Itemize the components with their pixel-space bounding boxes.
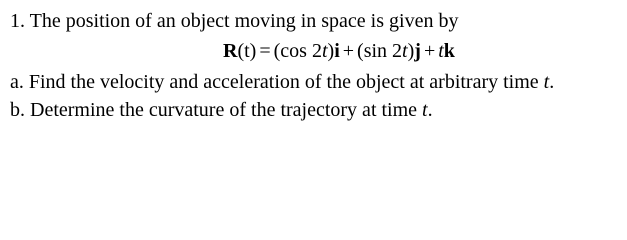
sin-term-open: (sin 2 [357,40,403,62]
part-b-variable: t [422,99,428,121]
unit-vector-i: i [334,40,340,62]
part-b-text: b. Determine the curvature of the trajectory at time [10,99,423,121]
sin-term-close: ) [407,40,415,62]
sin-term-variable: t [402,40,408,62]
part-b-period: . [427,99,433,121]
problem-statement [10,9,458,33]
cos-term-variable: t [321,40,328,62]
part-a-variable: t [543,71,550,93]
vector-r-symbol: R [223,40,238,62]
part-a-text: a. Find the velocity and acceleration of the object at arbitrary time [10,71,544,93]
part-b [10,98,433,122]
cos-term-close: ) [327,40,335,62]
part-a [10,70,554,94]
unit-vector-k: k [443,40,455,62]
plus-sign-2: + [423,40,436,62]
position-equation [223,39,455,63]
unit-vector-j: j [414,40,421,62]
plus-sign-1: + [342,40,355,62]
part-a-period: . [549,71,555,93]
vector-r-argument: (t) [237,40,257,62]
equals-sign: = [259,40,271,62]
problem-intro-text: 1. The position of an object moving in space is given by [10,10,459,32]
cos-term-open: (cos 2 [273,40,322,62]
t-coefficient: t [438,40,444,62]
